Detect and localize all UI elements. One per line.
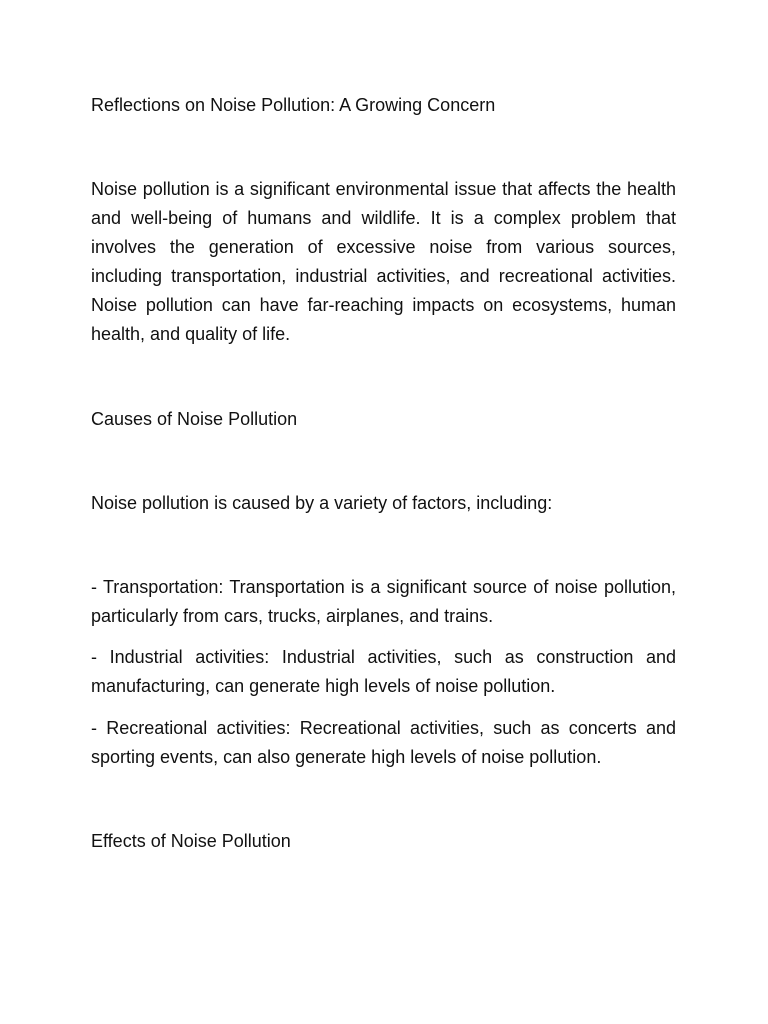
causes-lead-paragraph: Noise pollution is caused by a variety of factors, including: bbox=[91, 493, 553, 513]
cause-item-industrial: - Industrial activities: Industrial activities, such as construction and manufacturing, can generate high levels of noise pollution. bbox=[91, 647, 676, 696]
document-title: Reflections on Noise Pollution: A Growing Concern bbox=[91, 95, 496, 115]
cause-item-recreational: - Recreational activities: Recreational activities, such as concerts and sporting events, can also generate high levels of noise pollution. bbox=[91, 718, 676, 767]
cause-item-transportation: - Transportation: Transportation is a significant source of noise pollution, particularly from cars, trucks, airplanes, and trains. bbox=[91, 577, 676, 626]
intro-paragraph: Noise pollution is a significant environmental issue that affects the health and well-being of humans and wildlife. It is a complex problem that involves the generation of excessive noise from various sources, including transportation, industrial activities, and recreational activities. Noise pollution can have far-reaching impacts on ecosystems, human health, and quality of life. bbox=[91, 179, 676, 344]
causes-heading: Causes of Noise Pollution bbox=[91, 409, 298, 429]
effects-heading: Effects of Noise Pollution bbox=[91, 831, 291, 851]
